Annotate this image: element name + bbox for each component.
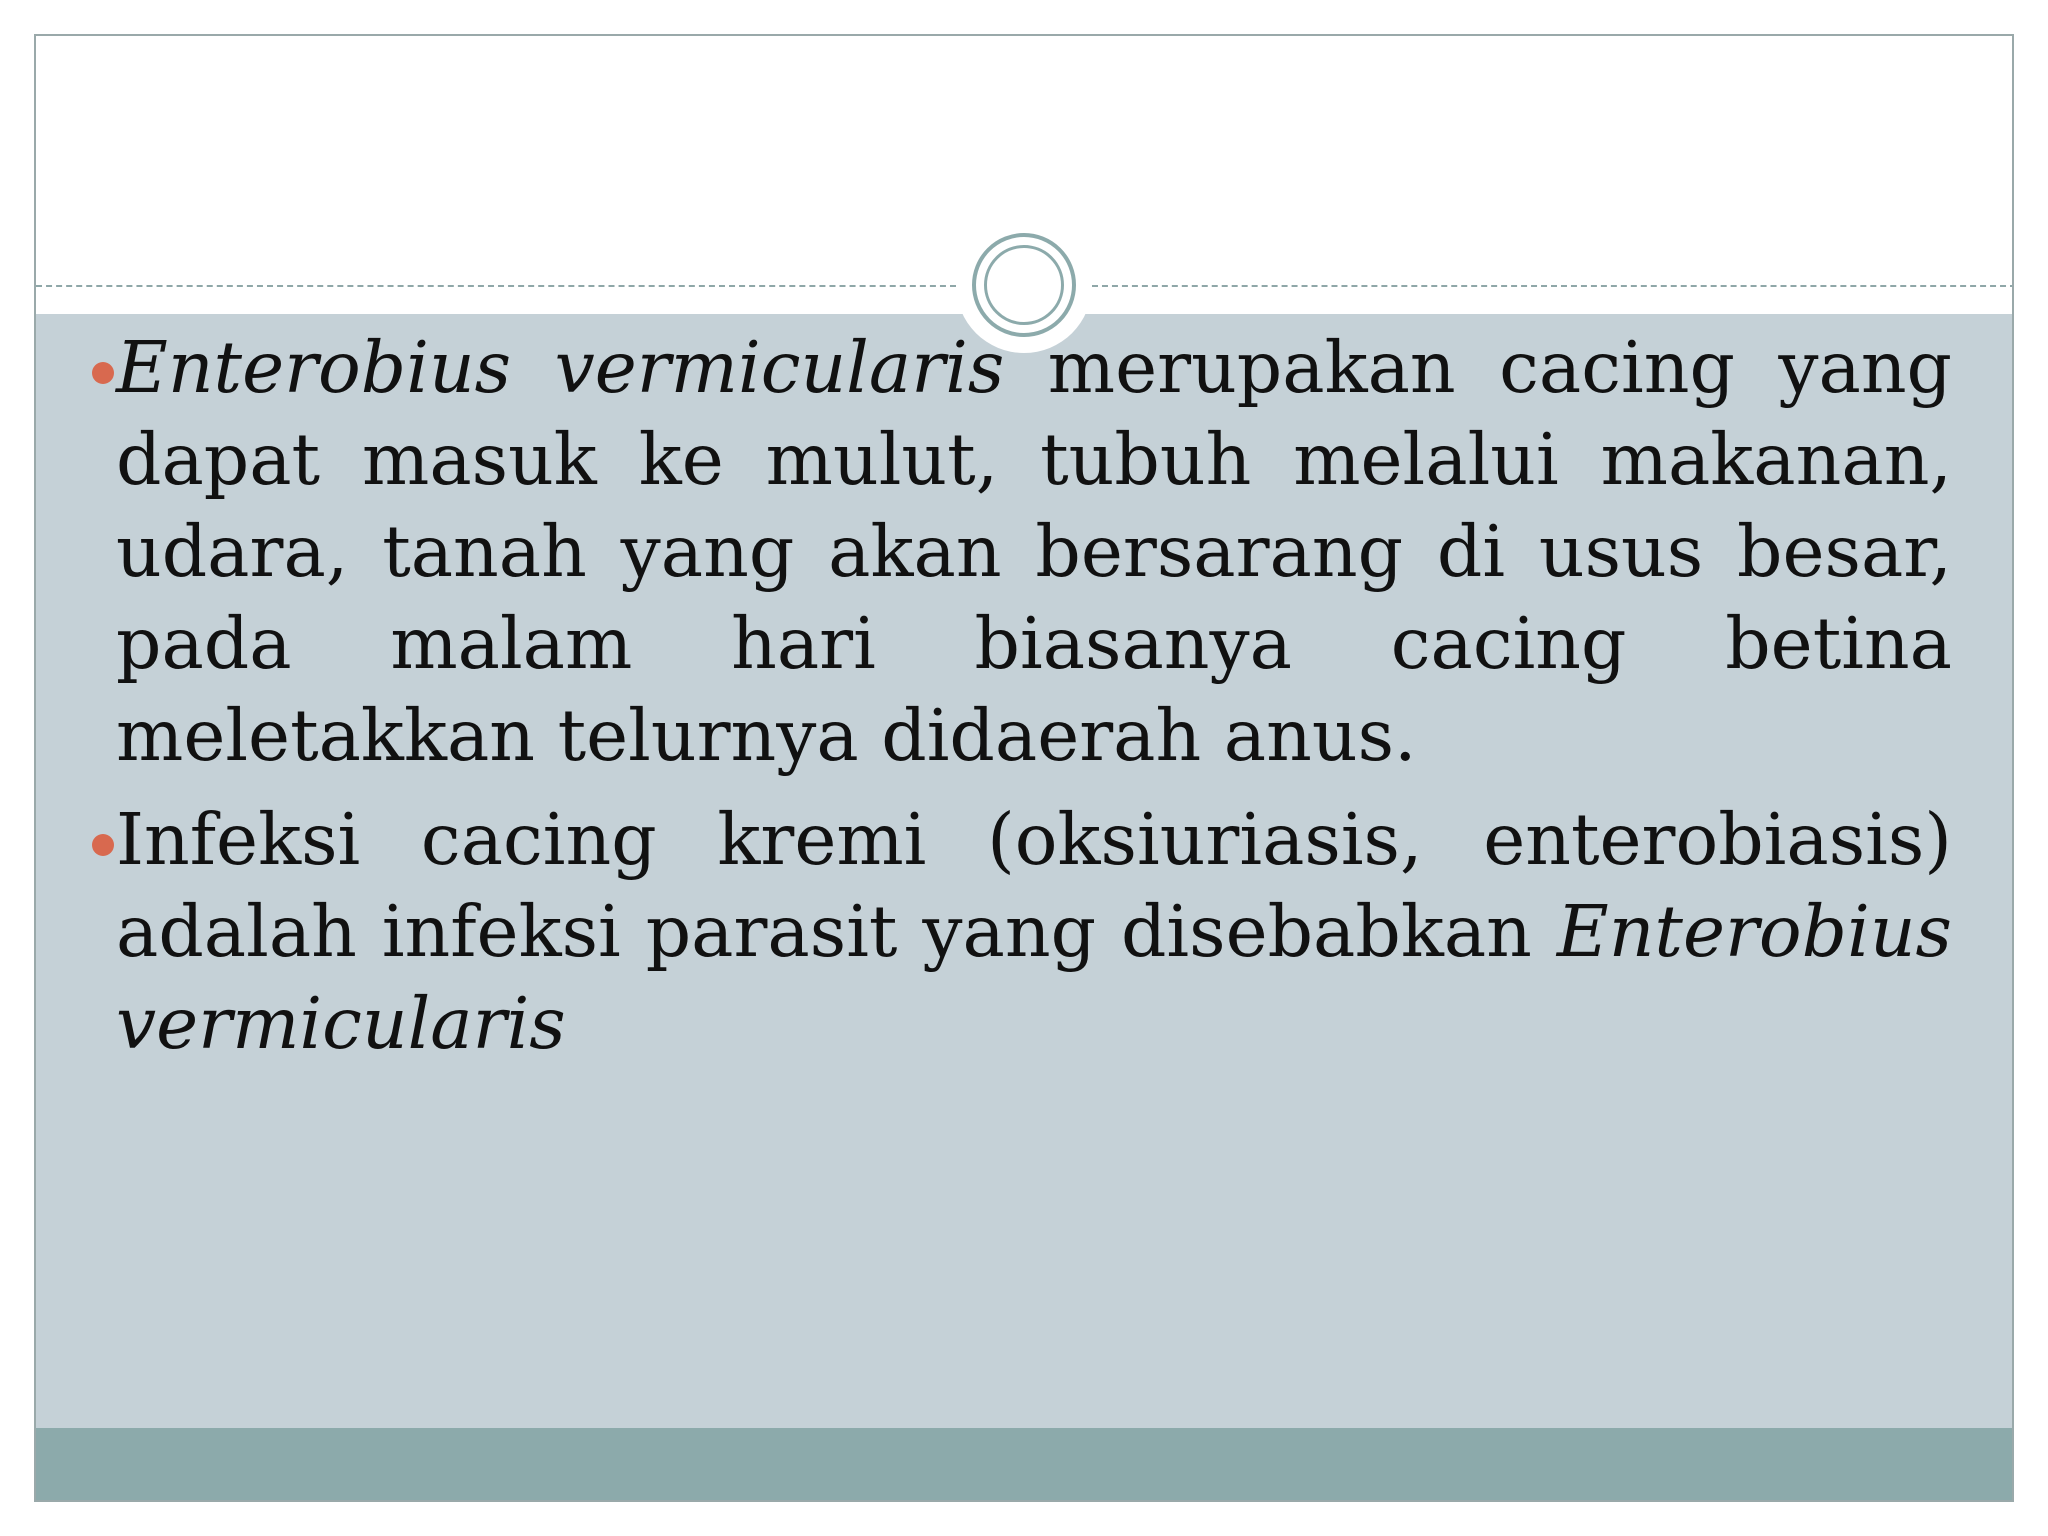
divider-right [1092,285,2014,287]
bullet-dot-icon [92,834,114,856]
bullet-text [116,794,1952,1070]
bullet-dot-icon [92,362,114,384]
circle-ornament-inner [984,245,1064,325]
bullet-list [116,322,1952,1082]
footer-band [36,1428,2012,1500]
bullet-item [116,322,1952,782]
bullet-item [116,794,1952,1070]
bullet-text-body: merupakan cacing yang dapat masuk ke mulut, tubuh melalui makanan, udara, tanah yang akan bersarang di usus besar, pada malam hari biasanya cacing betina meletakkan telurnya didaerah anus. [116,326,1952,777]
divider-left [36,285,956,287]
bullet-text-body: Infeksi cacing kremi (oksiuriasis, enterobiasis) adalah infeksi parasit yang disebabkan [116,798,1952,973]
bullet-text [116,322,1952,782]
species-name: Enterobius vermicularis [116,890,1952,1065]
species-name: Enterobius vermicularis [116,326,1005,409]
